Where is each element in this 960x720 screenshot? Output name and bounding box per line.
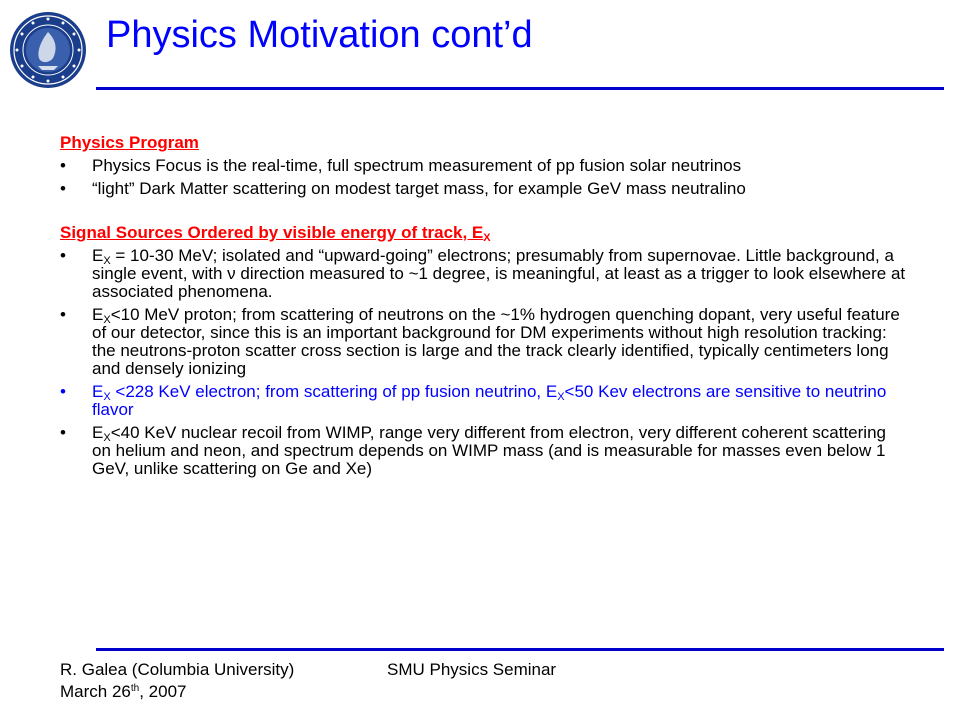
slide-body (60, 134, 906, 478)
nu-symbol: ν (227, 264, 236, 283)
footer-date: March 26th, 2007 (60, 682, 187, 701)
footer-author: R. Galea (Columbia University) (60, 660, 295, 679)
list-item: • $E_X<40$ KeV nuclear recoil from WIMP, range very different from electron, very different coherent scattering on helium and neon, and spectrum depends on WIMP mass (and is measurable for masses even below 1 GeV, unlike scattering on Ge and Xe) (60, 424, 906, 478)
list-item: • $E_X<10$ MeV proton; from scattering of neutrons on the ~1% hydrogen quenching dopant, very useful feature of our detector, since this is an important background for DM experiments without high resolution tracking: the neutrons-proton scatter cross section is large and the track clearly identified, typically centimeters long and densely ionizing (60, 306, 906, 378)
title-divider (96, 87, 944, 90)
physics-program-list (60, 157, 906, 198)
footer-author-date (60, 659, 294, 703)
footer-seminar: SMU Physics Seminar (387, 660, 557, 679)
list-item: • “light” Dark Matter scattering on modest target mass, for example GeV mass neutralino (60, 180, 906, 198)
list-item: • Physics Focus is the real-time, full spectrum measurement of pp fusion solar neutrinos (60, 157, 906, 175)
list-item: • $E_X = 10-30$ MeV; isolated and “upward-going” electrons; presumably from supernovae. Little background, a single event, with ν direction measured to ~1 degree, is meaningful, at least as a trigger to look elsewhere at associated phenomena. (60, 247, 906, 301)
university-seal-icon (8, 10, 88, 90)
slide-title: Physics Motivation cont’d (106, 14, 533, 56)
signal-sources-list (60, 247, 906, 478)
section-heading-physics-program: Physics Program (60, 133, 199, 152)
footer-divider (96, 648, 944, 651)
section-heading-signal-sources: Signal Sources Ordered by visible energy of track, $E_X$ (60, 223, 491, 244)
list-item-highlighted: • $E_X <228$ KeV electron; from scattering of pp fusion neutrino, $E_X<50$ Kev electrons are sensitive to neutrino flavor (60, 383, 906, 419)
